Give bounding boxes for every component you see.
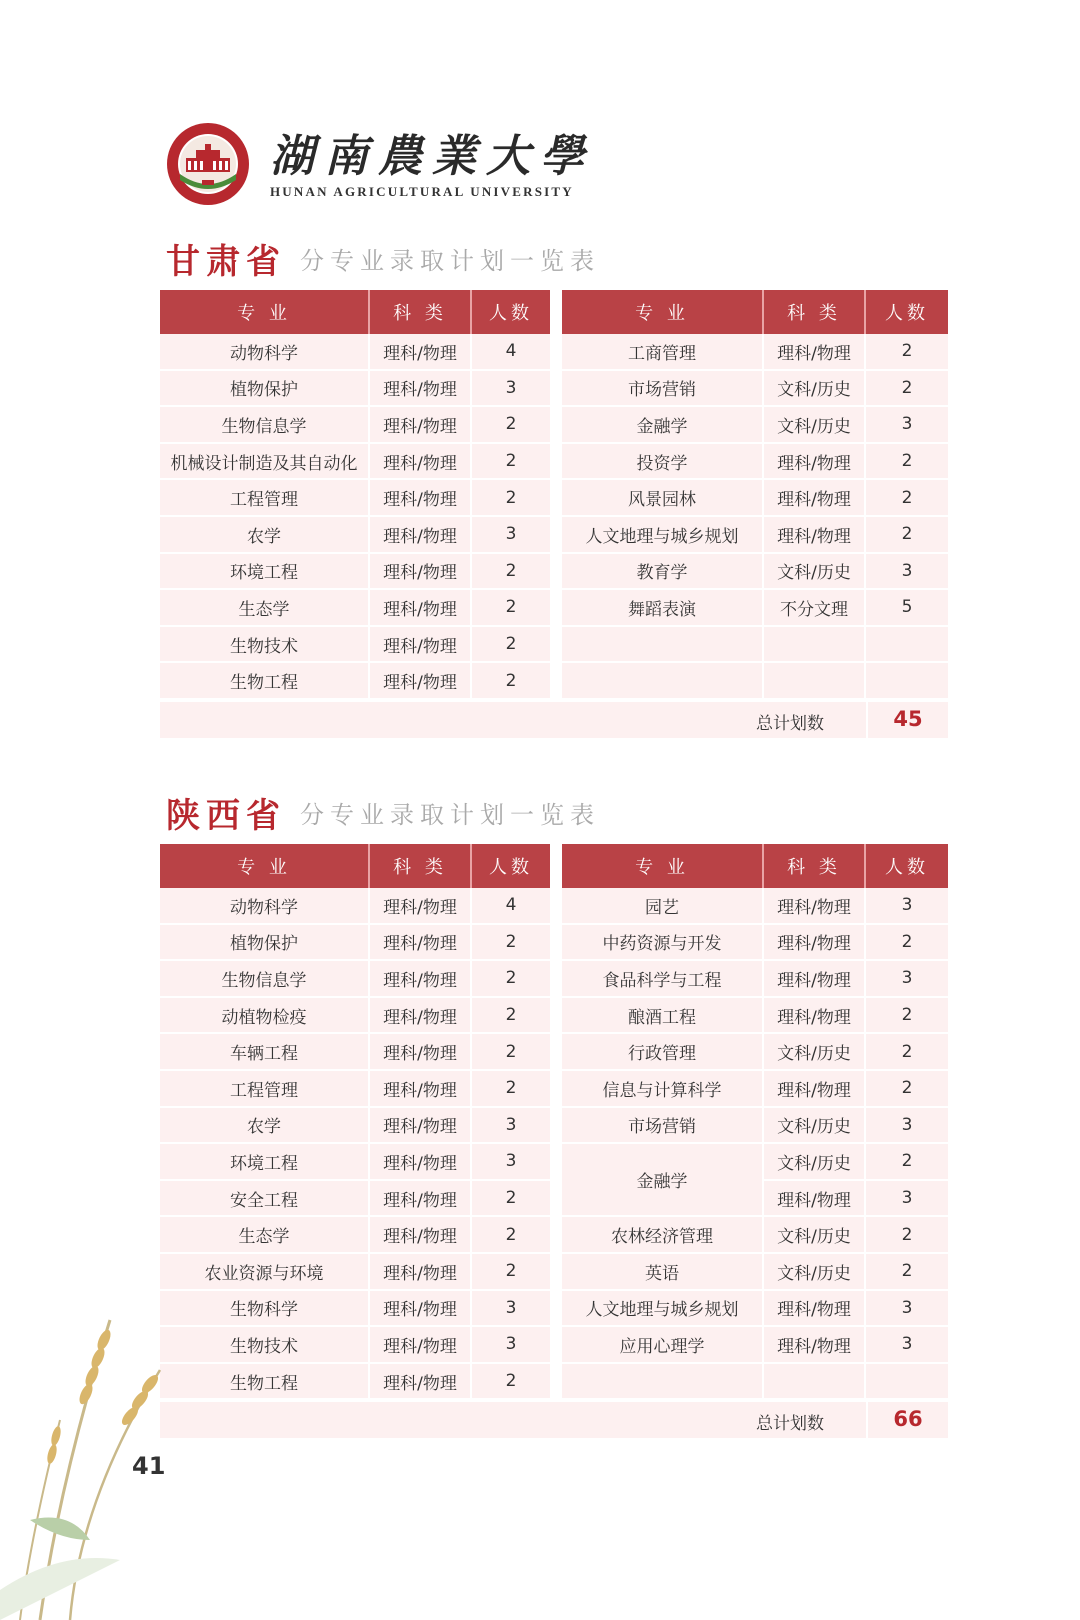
table-row bbox=[562, 517, 948, 554]
major-cell: 工商管理 bbox=[562, 334, 764, 371]
major-cell: 动物科学 bbox=[160, 888, 370, 925]
count-cell bbox=[866, 627, 948, 664]
category-cell: 理科/物理 bbox=[370, 334, 472, 371]
count-cell: 2 bbox=[472, 590, 550, 627]
table-row bbox=[160, 998, 550, 1035]
category-cell: 理科/物理 bbox=[764, 961, 866, 998]
table-row bbox=[160, 1144, 550, 1181]
major-cell bbox=[562, 1364, 764, 1401]
table-row bbox=[562, 1291, 948, 1328]
count-cell: 5 bbox=[866, 590, 948, 627]
category-cell: 理科/物理 bbox=[370, 407, 472, 444]
category-cell: 理科/物理 bbox=[370, 517, 472, 554]
major-cell: 生物信息学 bbox=[160, 407, 370, 444]
count-cell: 3 bbox=[472, 1291, 550, 1328]
count-cell: 2 bbox=[472, 554, 550, 591]
major-cell: 动植物检疫 bbox=[160, 998, 370, 1035]
major-cell: 园艺 bbox=[562, 888, 764, 925]
column-header-major: 专 业 bbox=[562, 844, 764, 888]
count-cell: 2 bbox=[866, 444, 948, 481]
total-row bbox=[160, 700, 948, 738]
major-cell: 教育学 bbox=[562, 554, 764, 591]
major-cell: 应用心理学 bbox=[562, 1327, 764, 1364]
count-cell: 3 bbox=[472, 1327, 550, 1364]
table-row bbox=[160, 1291, 550, 1328]
major-cell: 投资学 bbox=[562, 444, 764, 481]
count-cell bbox=[866, 1364, 948, 1401]
university-name-en: HUNAN AGRICULTURAL UNIVERSITY bbox=[270, 184, 574, 199]
section-subtitle: 分专业录取计划一览表 bbox=[300, 247, 600, 275]
major-cell: 车辆工程 bbox=[160, 1034, 370, 1071]
table-row bbox=[160, 627, 550, 664]
table-row bbox=[562, 1071, 948, 1108]
count-cell: 2 bbox=[866, 1034, 948, 1071]
column-header-major: 专 业 bbox=[160, 844, 370, 888]
major-cell: 工程管理 bbox=[160, 1071, 370, 1108]
category-cell: 理科/物理 bbox=[370, 1144, 472, 1181]
major-cell: 生态学 bbox=[160, 1217, 370, 1254]
column-header-count: 人数 bbox=[472, 844, 550, 888]
category-cell bbox=[764, 1364, 866, 1401]
table-row bbox=[562, 888, 948, 925]
category-cell: 理科/物理 bbox=[370, 444, 472, 481]
page-number: 41 bbox=[132, 1452, 166, 1480]
category-cell: 理科/物理 bbox=[370, 1254, 472, 1291]
major-cell: 农林经济管理 bbox=[562, 1217, 764, 1254]
table-row bbox=[160, 888, 550, 925]
count-cell: 4 bbox=[472, 334, 550, 371]
major-cell: 市场营销 bbox=[562, 371, 764, 408]
major-cell: 金融学 bbox=[562, 1144, 764, 1217]
count-cell: 2 bbox=[866, 371, 948, 408]
count-cell: 3 bbox=[866, 1291, 948, 1328]
category-cell: 文科/历史 bbox=[764, 407, 866, 444]
major-cell: 植物保护 bbox=[160, 925, 370, 962]
category-cell: 不分文理 bbox=[764, 590, 866, 627]
major-cell: 酿酒工程 bbox=[562, 998, 764, 1035]
major-cell: 农学 bbox=[160, 1108, 370, 1145]
category-cell: 理科/物理 bbox=[370, 627, 472, 664]
category-cell: 理科/物理 bbox=[370, 1364, 472, 1401]
category-cell: 理科/物理 bbox=[764, 1327, 866, 1364]
count-cell: 2 bbox=[472, 1217, 550, 1254]
count-cell: 2 bbox=[472, 1254, 550, 1291]
column-header-count: 人数 bbox=[866, 290, 948, 334]
category-cell: 理科/物理 bbox=[370, 888, 472, 925]
category-cell bbox=[764, 663, 866, 700]
major-cell: 生物工程 bbox=[160, 1364, 370, 1401]
major-cell: 生物工程 bbox=[160, 663, 370, 700]
count-cell: 2 bbox=[866, 1217, 948, 1254]
count-cell: 2 bbox=[472, 663, 550, 700]
count-cell: 2 bbox=[472, 998, 550, 1035]
major-cell: 英语 bbox=[562, 1254, 764, 1291]
shaanxi-plan-table bbox=[160, 844, 946, 1435]
table-row bbox=[562, 554, 948, 591]
major-cell: 机械设计制造及其自动化 bbox=[160, 444, 370, 481]
table-row bbox=[160, 480, 550, 517]
table-row bbox=[160, 1181, 550, 1218]
major-cell: 人文地理与城乡规划 bbox=[562, 517, 764, 554]
category-cell: 理科/物理 bbox=[370, 663, 472, 700]
major-cell: 农学 bbox=[160, 517, 370, 554]
column-header-category: 科 类 bbox=[370, 844, 472, 888]
category-cell: 文科/历史 bbox=[764, 371, 866, 408]
table-row bbox=[562, 1327, 948, 1364]
category-cell: 理科/物理 bbox=[370, 1217, 472, 1254]
count-cell: 3 bbox=[866, 407, 948, 444]
category-cell: 文科/历史 bbox=[764, 1217, 866, 1254]
total-label: 总计划数 bbox=[756, 714, 824, 734]
gansu-table-left bbox=[160, 290, 550, 700]
table-row bbox=[160, 1108, 550, 1145]
table-row bbox=[562, 998, 948, 1035]
category-cell: 理科/物理 bbox=[370, 1034, 472, 1071]
major-cell bbox=[562, 663, 764, 700]
category-cell: 理科/物理 bbox=[370, 998, 472, 1035]
table-row bbox=[562, 1217, 948, 1254]
table-row bbox=[562, 627, 948, 664]
major-cell: 市场营销 bbox=[562, 1108, 764, 1145]
major-cell bbox=[562, 627, 764, 664]
count-cell: 2 bbox=[472, 1071, 550, 1108]
category-cell: 理科/物理 bbox=[370, 371, 472, 408]
major-cell: 人文地理与城乡规划 bbox=[562, 1291, 764, 1328]
count-cell: 2 bbox=[866, 334, 948, 371]
major-cell: 风景园林 bbox=[562, 480, 764, 517]
category-cell: 理科/物理 bbox=[764, 998, 866, 1035]
table-row bbox=[160, 663, 550, 700]
table-row bbox=[160, 1364, 550, 1401]
table-row bbox=[160, 1034, 550, 1071]
count-cell: 3 bbox=[472, 371, 550, 408]
count-cell: 2 bbox=[472, 1364, 550, 1401]
table-row bbox=[562, 1144, 948, 1181]
count-cell: 2 bbox=[866, 1254, 948, 1291]
category-cell: 理科/物理 bbox=[764, 480, 866, 517]
category-cell: 文科/历史 bbox=[764, 1144, 866, 1181]
major-cell: 植物保护 bbox=[160, 371, 370, 408]
table-row bbox=[562, 407, 948, 444]
total-value: 66 bbox=[893, 1407, 923, 1432]
category-cell: 理科/物理 bbox=[370, 1327, 472, 1364]
table-row bbox=[562, 371, 948, 408]
count-cell: 2 bbox=[866, 1144, 948, 1181]
count-cell: 2 bbox=[866, 517, 948, 554]
table-row bbox=[160, 407, 550, 444]
count-cell: 4 bbox=[472, 888, 550, 925]
count-cell: 2 bbox=[866, 998, 948, 1035]
table-row bbox=[562, 480, 948, 517]
major-cell: 环境工程 bbox=[160, 554, 370, 591]
column-header-category: 科 类 bbox=[764, 290, 866, 334]
table-row bbox=[562, 1364, 948, 1401]
table-row bbox=[562, 444, 948, 481]
shaanxi-table-left bbox=[160, 844, 550, 1400]
major-cell: 中药资源与开发 bbox=[562, 925, 764, 962]
university-seal-icon bbox=[166, 122, 250, 206]
category-cell: 文科/历史 bbox=[764, 1108, 866, 1145]
table-row bbox=[160, 1254, 550, 1291]
count-cell: 2 bbox=[472, 444, 550, 481]
count-cell: 3 bbox=[866, 961, 948, 998]
major-cell: 金融学 bbox=[562, 407, 764, 444]
table-row bbox=[160, 334, 550, 371]
count-cell: 2 bbox=[472, 480, 550, 517]
count-cell bbox=[866, 663, 948, 700]
university-name-cn: 湖南農業大學 bbox=[270, 131, 594, 182]
count-cell: 3 bbox=[866, 1108, 948, 1145]
table-row bbox=[160, 1217, 550, 1254]
major-cell: 食品科学与工程 bbox=[562, 961, 764, 998]
category-cell: 理科/物理 bbox=[370, 554, 472, 591]
table-row bbox=[160, 1071, 550, 1108]
table-row bbox=[160, 517, 550, 554]
rice-stalk-decoration-icon bbox=[0, 1260, 200, 1620]
university-logo bbox=[166, 118, 594, 210]
count-cell: 2 bbox=[472, 925, 550, 962]
table-row bbox=[562, 334, 948, 371]
table-row bbox=[562, 961, 948, 998]
table-row bbox=[160, 554, 550, 591]
table-row bbox=[562, 663, 948, 700]
gansu-table-right bbox=[562, 290, 948, 700]
total-label: 总计划数 bbox=[756, 1414, 824, 1435]
category-cell: 理科/物理 bbox=[370, 1108, 472, 1145]
category-cell: 文科/历史 bbox=[764, 1034, 866, 1071]
count-cell: 3 bbox=[472, 1144, 550, 1181]
column-header-count: 人数 bbox=[472, 290, 550, 334]
table-row bbox=[562, 1034, 948, 1071]
category-cell: 理科/物理 bbox=[764, 925, 866, 962]
category-cell: 理科/物理 bbox=[370, 1181, 472, 1218]
count-cell: 2 bbox=[472, 961, 550, 998]
major-cell: 信息与计算科学 bbox=[562, 1071, 764, 1108]
count-cell: 2 bbox=[866, 1071, 948, 1108]
shaanxi-table-right bbox=[562, 844, 948, 1400]
category-cell: 理科/物理 bbox=[370, 590, 472, 627]
table-row bbox=[160, 961, 550, 998]
major-cell: 生物技术 bbox=[160, 627, 370, 664]
column-header-major: 专 业 bbox=[562, 290, 764, 334]
table-row bbox=[160, 925, 550, 962]
count-cell: 3 bbox=[472, 1108, 550, 1145]
major-cell: 工程管理 bbox=[160, 480, 370, 517]
column-header-category: 科 类 bbox=[764, 844, 866, 888]
major-cell: 生物技术 bbox=[160, 1327, 370, 1364]
count-cell: 2 bbox=[866, 480, 948, 517]
province-name: 甘肃省 bbox=[166, 242, 286, 282]
count-cell: 3 bbox=[866, 888, 948, 925]
category-cell: 理科/物理 bbox=[370, 925, 472, 962]
table-row bbox=[160, 590, 550, 627]
major-cell: 农业资源与环境 bbox=[160, 1254, 370, 1291]
category-cell: 理科/物理 bbox=[370, 1291, 472, 1328]
table-row bbox=[562, 590, 948, 627]
category-cell: 理科/物理 bbox=[764, 888, 866, 925]
total-row bbox=[160, 1400, 948, 1438]
count-cell: 3 bbox=[866, 1327, 948, 1364]
section-subtitle: 分专业录取计划一览表 bbox=[300, 801, 600, 829]
table-row bbox=[562, 925, 948, 962]
column-header-major: 专 业 bbox=[160, 290, 370, 334]
category-cell: 理科/物理 bbox=[370, 961, 472, 998]
category-cell: 理科/物理 bbox=[764, 1291, 866, 1328]
table-row bbox=[562, 1254, 948, 1291]
count-cell: 2 bbox=[472, 627, 550, 664]
count-cell: 3 bbox=[472, 517, 550, 554]
category-cell: 文科/历史 bbox=[764, 1254, 866, 1291]
major-cell: 生物科学 bbox=[160, 1291, 370, 1328]
major-cell: 安全工程 bbox=[160, 1181, 370, 1218]
category-cell: 理科/物理 bbox=[764, 517, 866, 554]
table-row bbox=[160, 1327, 550, 1364]
category-cell: 理科/物理 bbox=[764, 1071, 866, 1108]
total-value: 45 bbox=[893, 707, 923, 731]
major-cell: 环境工程 bbox=[160, 1144, 370, 1181]
major-cell: 舞蹈表演 bbox=[562, 590, 764, 627]
category-cell: 理科/物理 bbox=[370, 480, 472, 517]
gansu-plan-table bbox=[160, 290, 946, 734]
province-name: 陕西省 bbox=[166, 796, 286, 836]
count-cell: 2 bbox=[472, 1181, 550, 1218]
major-cell: 生态学 bbox=[160, 590, 370, 627]
table-row bbox=[562, 1108, 948, 1145]
category-cell: 理科/物理 bbox=[764, 444, 866, 481]
category-cell: 理科/物理 bbox=[764, 1181, 866, 1218]
table-row bbox=[160, 444, 550, 481]
count-cell: 2 bbox=[472, 1034, 550, 1071]
column-header-count: 人数 bbox=[866, 844, 948, 888]
major-cell: 行政管理 bbox=[562, 1034, 764, 1071]
category-cell: 理科/物理 bbox=[764, 334, 866, 371]
count-cell: 3 bbox=[866, 554, 948, 591]
category-cell bbox=[764, 627, 866, 664]
major-cell: 生物信息学 bbox=[160, 961, 370, 998]
count-cell: 2 bbox=[866, 925, 948, 962]
column-header-category: 科 类 bbox=[370, 290, 472, 334]
table-row bbox=[160, 371, 550, 408]
category-cell: 理科/物理 bbox=[370, 1071, 472, 1108]
category-cell: 文科/历史 bbox=[764, 554, 866, 591]
shaanxi-section-title bbox=[166, 788, 600, 837]
major-cell: 动物科学 bbox=[160, 334, 370, 371]
count-cell: 2 bbox=[472, 407, 550, 444]
count-cell: 3 bbox=[866, 1181, 948, 1218]
gansu-section-title bbox=[166, 234, 600, 283]
